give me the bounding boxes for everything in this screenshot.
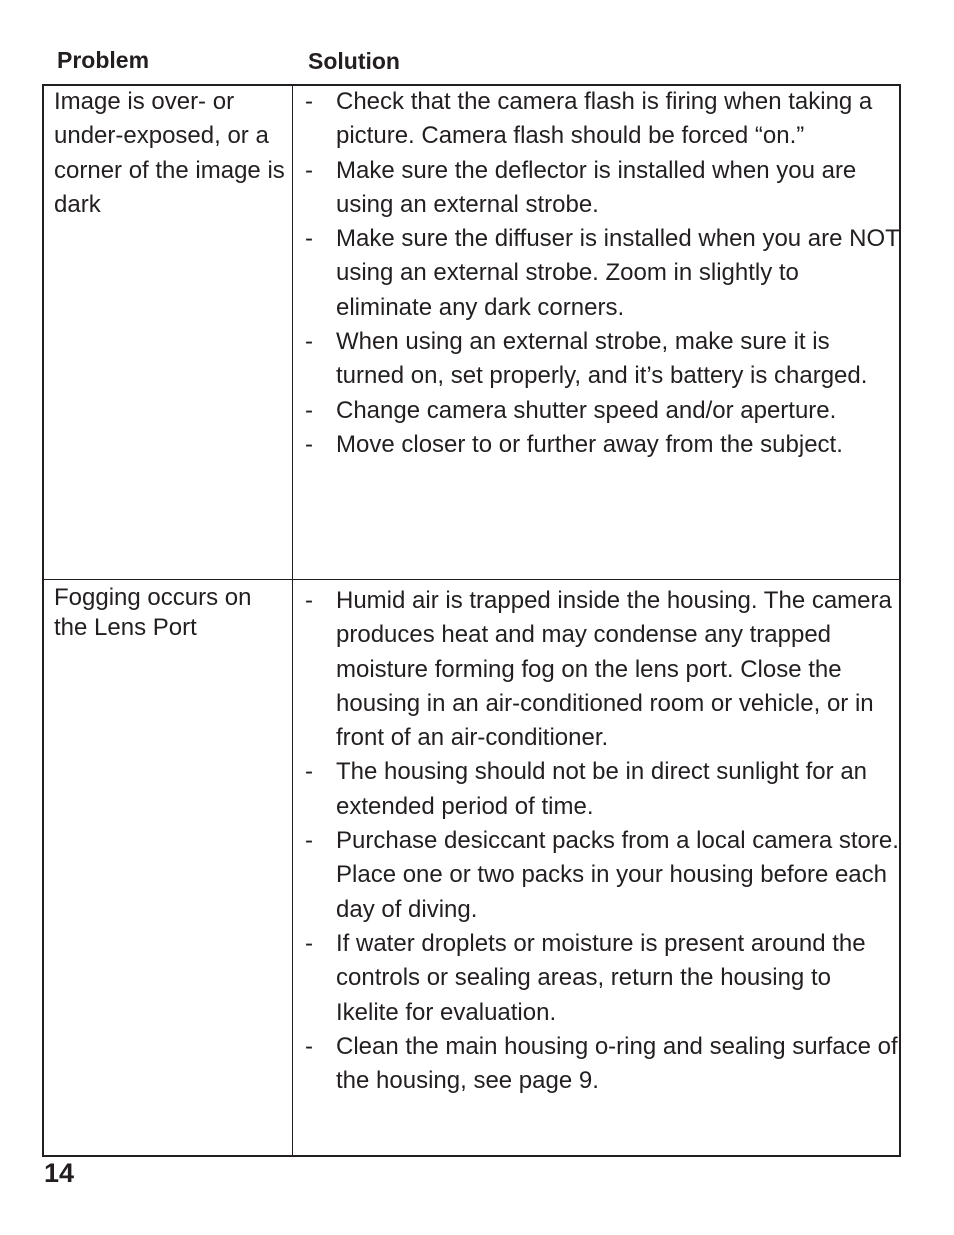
- solution-item: [305, 824, 900, 927]
- solution-text: If water droplets or moisture is present around the controls or sealing areas, return the housing to Ikelite for evaluation.: [336, 929, 866, 1026]
- bullet-dash: -: [305, 1032, 313, 1060]
- solution-item: [305, 755, 900, 824]
- solution-list-exposure: [305, 85, 900, 462]
- solution-text: Make sure the diffuser is installed when you are NOT using an external strobe. Zoom in slightly to eliminate any dark corners.: [336, 225, 900, 321]
- bullet-dash: -: [305, 225, 313, 253]
- solution-text: Make sure the deflector is installed when you are using an external strobe.: [336, 156, 857, 218]
- solution-list-fogging: [305, 584, 900, 1098]
- solution-text: Check that the camera flash is firing when taking a picture. Camera flash should be forced “on.”: [336, 88, 873, 150]
- solution-text: Clean the main housing o-ring and sealing surface of the housing, see page 9.: [336, 1032, 898, 1095]
- bullet-dash: -: [305, 396, 313, 424]
- column-divider: [292, 84, 293, 1157]
- problem-cell-exposure: Image is over- or under-exposed, or a corner of the image is dark: [54, 88, 285, 218]
- solution-text: When using an external strobe, make sure it is turned on, set properly, and it’s battery is charged.: [336, 328, 868, 390]
- solution-text: Purchase desiccant packs from a local camera store. Place one or two packs in your housing before each day of diving.: [336, 827, 899, 923]
- bullet-dash: -: [305, 827, 313, 855]
- solution-item: [305, 927, 900, 1030]
- solution-item: [305, 222, 900, 325]
- bullet-dash: -: [305, 328, 313, 356]
- solution-column-header: Solution: [308, 48, 400, 74]
- row-divider: [42, 579, 901, 580]
- solution-item: [305, 1030, 900, 1099]
- solution-text: Move closer to or further away from the subject.: [336, 430, 843, 458]
- solution-item: [305, 325, 900, 394]
- problem-cell-fogging: Fogging occurs on the Lens Port: [54, 584, 252, 641]
- bullet-dash: -: [305, 88, 313, 115]
- solution-item: [305, 428, 900, 462]
- page-number: 14: [44, 1158, 75, 1188]
- solution-item: [305, 584, 900, 755]
- solution-text: Humid air is trapped inside the housing. The camera produces heat and may condense any trapped moisture forming fog on the lens port. Close the housing in an air-conditioned room or vehicle, or in front of an air-conditioner.: [336, 587, 892, 752]
- bullet-dash: -: [305, 156, 313, 184]
- problem-column-header: Problem: [57, 47, 150, 73]
- solution-text: Change camera shutter speed and/or aperture.: [336, 396, 837, 424]
- solution-item: [305, 394, 900, 428]
- solution-item: [305, 154, 900, 223]
- bullet-dash: -: [305, 430, 313, 458]
- solution-item: [305, 85, 900, 154]
- bullet-dash: -: [305, 929, 313, 957]
- solution-text: The housing should not be in direct sunlight for an extended period of time.: [336, 758, 868, 820]
- bullet-dash: -: [305, 758, 313, 786]
- bullet-dash: -: [305, 587, 313, 614]
